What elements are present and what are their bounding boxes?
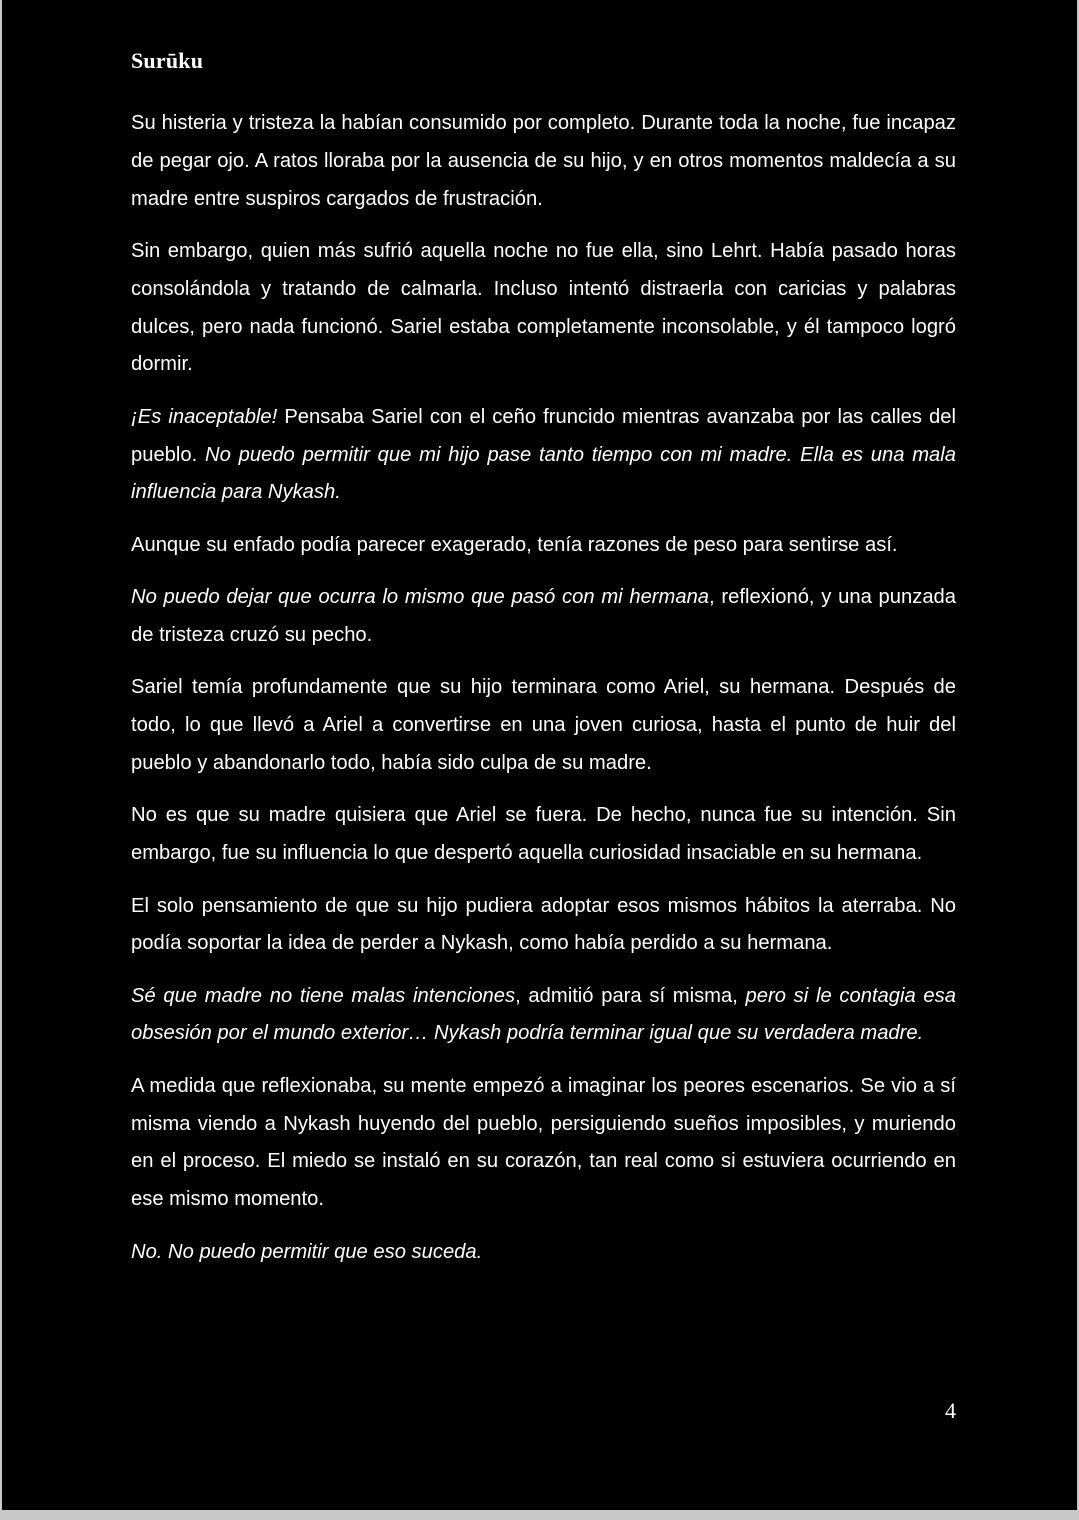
body-text bbox=[131, 105, 956, 1286]
italic-thought: ¡Es inaceptable! bbox=[131, 405, 278, 428]
document-page bbox=[2, 0, 1077, 1510]
italic-thought: Sé que madre no tiene malas intenciones bbox=[131, 984, 516, 1007]
text-run: Su histeria y tristeza la habían consumido por completo. Durante toda la noche, fue incapaz de pegar ojo. A ratos lloraba por la ausencia de su hijo, y en otros momentos maldecía a su madre entre suspiros cargados de frustración. bbox=[131, 112, 956, 210]
italic-thought: No puedo permitir que mi hijo pase tanto tiempo con mi madre. Ella es una mala influencia para Nykash. bbox=[131, 443, 956, 504]
page-number: 4 bbox=[945, 1398, 956, 1423]
book-title: Surūku bbox=[131, 48, 204, 73]
text-run: A medida que reflexionaba, su mente empezó a imaginar los peores escenarios. Se vio a sí misma viendo a Nykash huyendo del pueblo, persiguiendo sueños imposibles, y muriendo en el proceso. El miedo se instaló en su corazón, tan real como si estuviera ocurriendo en ese mismo momento. bbox=[131, 1074, 956, 1211]
paragraph bbox=[131, 1068, 956, 1219]
paragraph bbox=[131, 978, 956, 1054]
text-run: Sariel temía profundamente que su hijo terminara como Ariel, su hermana. Después de todo, lo que llevó a Ariel a convertirse en una joven curiosa, hasta el punto de huir del pueblo y abandonarlo todo, había sido culpa de su madre. bbox=[131, 676, 956, 774]
paragraph bbox=[131, 527, 956, 565]
paragraph bbox=[131, 399, 956, 512]
paragraph bbox=[131, 669, 956, 782]
paragraph bbox=[131, 1234, 956, 1272]
text-run: , admitió para sí misma, bbox=[515, 984, 746, 1007]
italic-thought: No. No puedo permitir que eso suceda. bbox=[131, 1240, 483, 1263]
italic-thought: No puedo dejar que ocurra lo mismo que pasó con mi hermana bbox=[131, 586, 710, 609]
text-run: No es que su madre quisiera que Ariel se fuera. De hecho, nunca fue su intención. Sin embargo, fue su influencia lo que despertó aquella curiosidad insaciable en su hermana. bbox=[131, 804, 956, 865]
paragraph bbox=[131, 105, 956, 218]
text-run: Pensaba Sariel con el ceño fruncido mientras avanzaba por las calles del pueblo. bbox=[131, 405, 956, 466]
text-run: Sin embargo, quien más sufrió aquella noche no fue ella, sino Lehrt. Había pasado horas consolándola y tratando de calmarla. Incluso intentó distraerla con caricias y palabras dulces, pero nada funcionó. Sariel estaba completamente inconsolable, y él tampoco logró dormir. bbox=[131, 239, 956, 376]
paragraph bbox=[131, 579, 956, 655]
paragraph bbox=[131, 888, 956, 964]
paragraph bbox=[131, 797, 956, 873]
italic-thought: pero si le contagia esa obsesión por el mundo exterior… Nykash podría terminar igual que su verdadera madre. bbox=[131, 984, 956, 1045]
text-run: Aunque su enfado podía parecer exagerado, tenía razones de peso para sentirse así. bbox=[131, 533, 898, 556]
text-run: , reflexionó, y una punzada de tristeza cruzó su pecho. bbox=[131, 586, 956, 646]
paragraph bbox=[131, 233, 956, 384]
text-run: El solo pensamiento de que su hijo pudiera adoptar esos mismos hábitos la aterraba. No podía soportar la idea de perder a Nykash, como había perdido a su hermana. bbox=[131, 894, 956, 955]
